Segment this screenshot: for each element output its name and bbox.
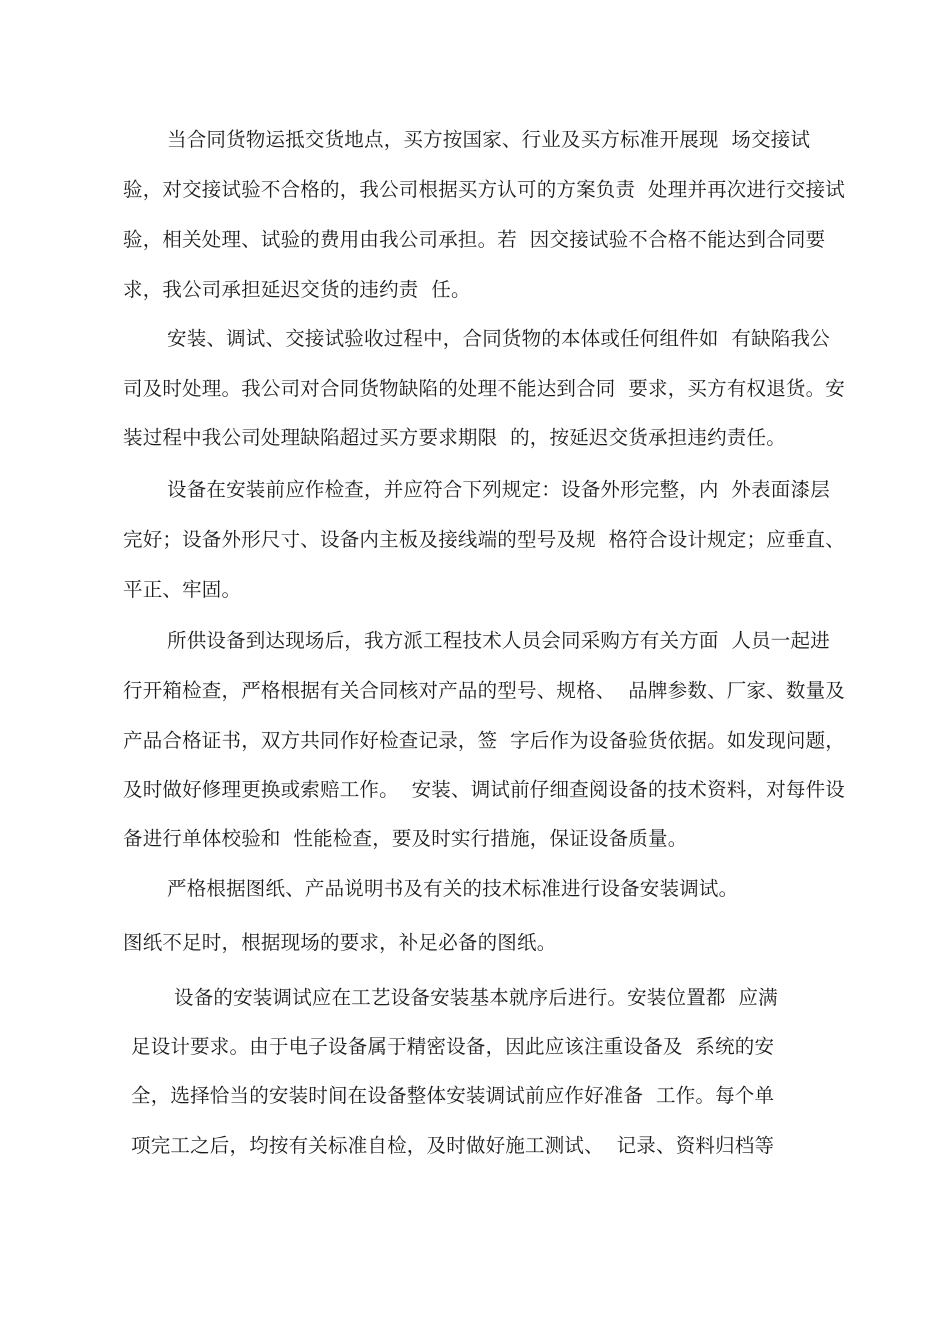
paragraph-7-line-1: 设备的安装调试应在工艺设备安装基本就序后进行。安装位置都 应满 <box>174 986 778 1009</box>
paragraph-1-line-2: 验，对交接试验不合格的，我公司根据买方认可的方案负责 处理并再次进行交接试 <box>123 178 845 201</box>
paragraph-3-line-2: 完好；设备外形尺寸、设备内主板及接线端的型号及规 格符合设计规定；应垂直、 <box>123 528 845 551</box>
paragraph-4-line-1: 所供设备到达现场后，我方派工程技术人员会同采购方有关方面 人员一起进 <box>167 629 830 652</box>
paragraph-4-line-2: 行开箱检查，严格根据有关合同核对产品的型号、规格、 品牌参数、厂家、数量及 <box>123 679 845 702</box>
paragraph-2-line-1: 安装、调试、交接试验收过程中，合同货物的本体或任何组件如 有缺陷我公 <box>167 327 830 350</box>
paragraph-4-line-3: 产品合格证书，双方共同作好检查记录，签 字后作为设备验货依据。如发现问题， <box>123 729 845 752</box>
paragraph-2-line-3: 装过程中我公司处理缺陷超过买方要求期限 的，按延迟交货承担违约责任。 <box>123 426 786 449</box>
paragraph-1-line-3: 验，相关处理、试验的费用由我公司承担。若 因交接试验不合格不能达到合同要 <box>123 228 826 251</box>
paragraph-6-line-1: 图纸不足时，根据现场的要求，补足必备的图纸。 <box>123 931 557 954</box>
paragraph-1-line-1: 当合同货物运抵交货地点，买方按国家、行业及买方标准开展现 场交接试 <box>167 128 811 151</box>
paragraph-7-line-2: 足设计要求。由于电子设备属于精密设备，因此应该注重设备及 系统的安 <box>131 1035 775 1058</box>
paragraph-5-line-1: 严格根据图纸、产品说明书及有关的技术标准进行设备安装调试。 <box>167 877 739 900</box>
paragraph-7-line-4: 项完工之后，均按有关标准自检，及时做好施工测试、 记录、资料归档等 <box>131 1134 775 1157</box>
paragraph-4-line-4: 及时做好修理更换或索赔工作。 安装、调试前仔细查阅设备的技术资料，对每件设 <box>123 778 845 801</box>
paragraph-3-line-1: 设备在安装前应作检查，并应符合下列规定：设备外形完整，内 外表面漆层 <box>167 478 830 501</box>
paragraph-7-line-3: 全，选择恰当的安装时间在设备整体安装调试前应作好准备 工作。每个单 <box>131 1084 775 1107</box>
paragraph-2-line-2: 司及时处理。我公司对合同货物缺陷的处理不能达到合同 要求，买方有权退货。安 <box>123 377 845 400</box>
paragraph-3-line-3: 平正、牢固。 <box>123 578 242 601</box>
paragraph-4-line-5: 备进行单体校验和 性能检查，要及时实行措施，保证设备质量。 <box>123 827 688 850</box>
paragraph-1-line-4: 求，我公司承担延迟交货的违约责 任。 <box>123 278 471 301</box>
